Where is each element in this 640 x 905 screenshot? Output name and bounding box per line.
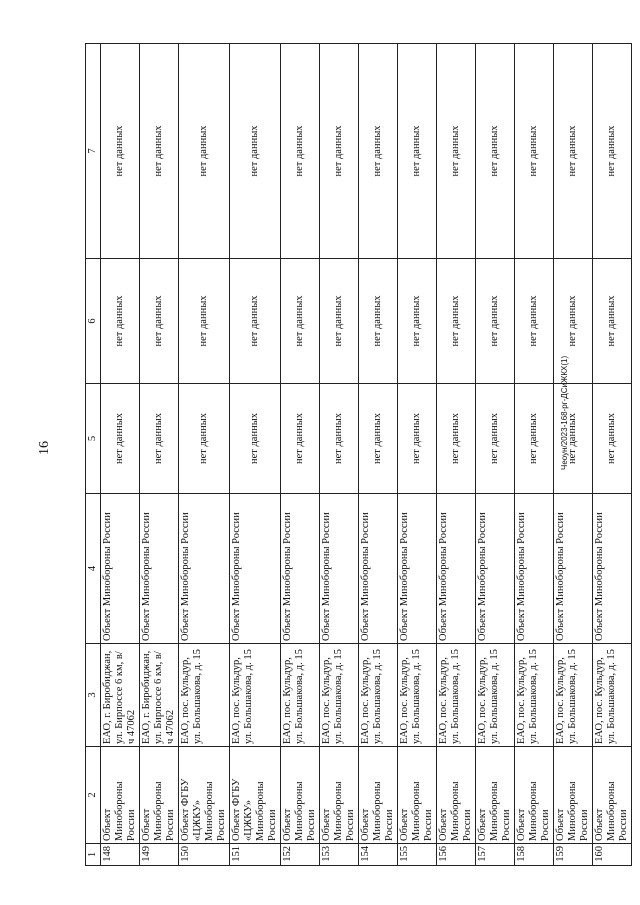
table-cell-owner: Объект Минобороны России <box>593 747 632 844</box>
table-cell-address: ЕАО, пос. Кульдур, ул. Большакова, д. 15 <box>554 644 593 747</box>
table-cell-owner: Объект Минобороны России <box>101 747 140 844</box>
table-cell-c5: нет данных <box>101 384 140 494</box>
table-cell-c7: нет данных <box>140 44 179 259</box>
table-cell-c6: нет данных <box>179 259 230 384</box>
table-cell-c6: нет данных <box>281 259 320 384</box>
column-header: 7 <box>86 44 101 259</box>
table-cell-c7: нет данных <box>101 44 140 259</box>
table-cell-type: Объект Минобороны России <box>398 494 437 644</box>
table-cell-owner: Объект Минобороны России <box>554 747 593 844</box>
table-cell-c6: нет данных <box>476 259 515 384</box>
table-cell-c5: нет данных <box>515 384 554 494</box>
table-cell-address: ЕАО, пос. Кульдур, ул. Большакова, д. 15 <box>281 644 320 747</box>
table-cell-n: 154 <box>359 844 398 866</box>
table-cell-c6: нет данных <box>140 259 179 384</box>
table-cell-owner: Объект Минобороны России <box>476 747 515 844</box>
column-header: 6 <box>86 259 101 384</box>
column-header: 5 <box>86 384 101 494</box>
table-cell-n: 148 <box>101 844 140 866</box>
table-cell-n: 155 <box>398 844 437 866</box>
table-cell-c5: нет данных <box>179 384 230 494</box>
table-row <box>476 44 515 866</box>
table-row <box>140 44 179 866</box>
table-cell-address: ЕАО, пос. Кульдур, ул. Большакова, д. 15 <box>476 644 515 747</box>
table-cell-owner: Объект ФГБУ «ЦЖКУ» Минобороны России <box>230 747 281 844</box>
table-cell-address: ЕАО, пос. Кульдур, ул. Большакова, д. 15 <box>398 644 437 747</box>
table-cell-c6: нет данных <box>437 259 476 384</box>
objects-table <box>85 43 632 866</box>
table-cell-c5: нет данных <box>320 384 359 494</box>
table-cell-c7: нет данных <box>359 44 398 259</box>
table-cell-address: ЕАО, пос. Кульдур, ул. Большакова, д. 15 <box>179 644 230 747</box>
table-cell-c6: нет данных <box>320 259 359 384</box>
table-cell-c7: нет данных <box>437 44 476 259</box>
table-cell-address: ЕАО, пос. Кульдур, ул. Большакова, д. 15 <box>593 644 632 747</box>
table-cell-c6: нет данных <box>593 259 632 384</box>
table-cell-c6: нет данных <box>398 259 437 384</box>
table-cell-c7: нет данных <box>515 44 554 259</box>
table-cell-type: Объект Минобороны России <box>140 494 179 644</box>
document-id-mark: Чеоун/2023-168-рг-ДСиЖКХ(1) <box>560 355 569 470</box>
table-row <box>515 44 554 866</box>
table-cell-c5: нет данных <box>281 384 320 494</box>
table-cell-n: 153 <box>320 844 359 866</box>
table-cell-c6: нет данных <box>359 259 398 384</box>
table-cell-type: Объект Минобороны России <box>515 494 554 644</box>
header-row <box>86 44 101 866</box>
table-cell-c7: нет данных <box>554 44 593 259</box>
table-row <box>101 44 140 866</box>
table-cell-type: Объект Минобороны России <box>179 494 230 644</box>
table-cell-c6: нет данных <box>230 259 281 384</box>
table-cell-c6: нет данных <box>101 259 140 384</box>
table-cell-c7: нет данных <box>476 44 515 259</box>
table-row <box>437 44 476 866</box>
table-cell-n: 159 <box>554 844 593 866</box>
table-cell-type: Объект Минобороны России <box>230 494 281 644</box>
table-cell-address: ЕАО, г. Биробиджан, ул. Бирпоссе 6 км, в/ч 47062 <box>140 644 179 747</box>
table-cell-address: ЕАО, г. Биробиджан, ул. Бирпоссе 6 км, в/ч 47062 <box>101 644 140 747</box>
table-cell-c5: нет данных <box>230 384 281 494</box>
table-cell-address: ЕАО, пос. Кульдур, ул. Большакова, д. 15 <box>359 644 398 747</box>
table-cell-address: ЕАО, пос. Кульдур, ул. Большакова, д. 15 <box>320 644 359 747</box>
table-cell-n: 151 <box>230 844 281 866</box>
table-cell-type: Объект Минобороны России <box>320 494 359 644</box>
table-cell-type: Объект Минобороны России <box>554 494 593 644</box>
table-cell-owner: Объект Минобороны России <box>320 747 359 844</box>
column-header: 2 <box>86 747 101 844</box>
table-cell-type: Объект Минобороны России <box>101 494 140 644</box>
table-cell-c7: нет данных <box>179 44 230 259</box>
table-cell-c5: нет данных <box>593 384 632 494</box>
table-cell-type: Объект Минобороны России <box>359 494 398 644</box>
table-cell-owner: Объект Минобороны России <box>359 747 398 844</box>
column-header: 3 <box>86 644 101 747</box>
table-row <box>179 44 230 866</box>
table-body <box>101 44 632 866</box>
table-cell-c7: нет данных <box>281 44 320 259</box>
table-cell-c7: нет данных <box>230 44 281 259</box>
table-cell-c7: нет данных <box>593 44 632 259</box>
table-row <box>320 44 359 866</box>
table-cell-c5: нет данных <box>554 384 593 494</box>
table-cell-c7: нет данных <box>320 44 359 259</box>
page-number: 16 <box>37 441 52 455</box>
table-cell-type: Объект Минобороны России <box>593 494 632 644</box>
table-cell-n: 152 <box>281 844 320 866</box>
table-cell-address: ЕАО, пос. Кульдур, ул. Большакова, д. 15 <box>230 644 281 747</box>
table-row <box>359 44 398 866</box>
table-cell-n: 158 <box>515 844 554 866</box>
table-cell-n: 156 <box>437 844 476 866</box>
table-cell-type: Объект Минобороны России <box>437 494 476 644</box>
table-cell-owner: Объект Минобороны России <box>281 747 320 844</box>
table-cell-owner: Объект ФГБУ «ЦЖКУ» Минобороны России <box>179 747 230 844</box>
table-row <box>554 44 593 866</box>
table-cell-n: 160 <box>593 844 632 866</box>
table-cell-c5: нет данных <box>476 384 515 494</box>
table-cell-type: Объект Минобороны России <box>476 494 515 644</box>
table-cell-c6: нет данных <box>554 259 593 384</box>
column-header: 4 <box>86 494 101 644</box>
table-cell-c5: нет данных <box>140 384 179 494</box>
table-cell-n: 150 <box>179 844 230 866</box>
table-row <box>230 44 281 866</box>
table-cell-owner: Объект Минобороны России <box>437 747 476 844</box>
table-cell-c5: нет данных <box>359 384 398 494</box>
table-cell-n: 157 <box>476 844 515 866</box>
table-row <box>281 44 320 866</box>
rotated-table-container <box>85 44 629 866</box>
table-cell-address: ЕАО, пос. Кульдур, ул. Большакова, д. 15 <box>437 644 476 747</box>
table-cell-n: 149 <box>140 844 179 866</box>
table-cell-c5: нет данных <box>398 384 437 494</box>
table-cell-owner: Объект Минобороны России <box>398 747 437 844</box>
table-row <box>593 44 632 866</box>
table-cell-c5: нет данных <box>437 384 476 494</box>
table-cell-type: Объект Минобороны России <box>281 494 320 644</box>
table-cell-owner: Объект Минобороны России <box>515 747 554 844</box>
column-header: 1 <box>86 844 101 866</box>
table-cell-address: ЕАО, пос. Кульдур, ул. Большакова, д. 15 <box>515 644 554 747</box>
table-cell-c6: нет данных <box>515 259 554 384</box>
table-cell-owner: Объект Минобороны России <box>140 747 179 844</box>
table-cell-c7: нет данных <box>398 44 437 259</box>
table-row <box>398 44 437 866</box>
